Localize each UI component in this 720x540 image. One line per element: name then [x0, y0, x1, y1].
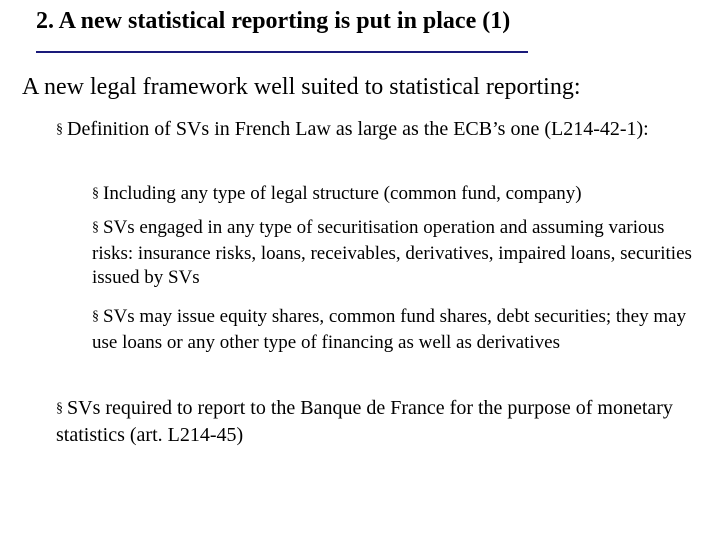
bullet-marker-icon: §	[92, 220, 99, 235]
sub-bullet-text: SVs engaged in any type of securitisation operation and assuming various risks: insurance risks, loans, receivables, derivatives, impaired loans, securities issued by SVs	[92, 217, 692, 288]
bullet-definition	[56, 117, 696, 144]
sub-bullet-text: SVs may issue equity shares, common fund shares, debt securities; they may use loans or any other type of financing as well as derivatives	[92, 306, 687, 353]
sub-bullet-securitisation	[92, 216, 702, 290]
bullet-marker-icon: §	[92, 309, 99, 324]
title-underline	[36, 51, 528, 53]
bullet-text: SVs required to report to the Banque de France for the purpose of monetary statistics (art. L214-45)	[56, 397, 673, 446]
slide-title: 2. A new statistical reporting is put in place (1)	[36, 8, 511, 34]
bullet-text: Definition of SVs in French Law as large as the ECB’s one (L214-42-1):	[67, 118, 649, 140]
bullet-marker-icon: §	[56, 401, 63, 416]
bullet-marker-icon: §	[56, 122, 63, 137]
bullet-reporting	[56, 396, 696, 447]
sub-bullet-text: Including any type of legal structure (common fund, company)	[103, 183, 582, 204]
bullet-marker-icon: §	[92, 186, 99, 201]
lead-text: A new legal framework well suited to statistical reporting:	[22, 74, 581, 100]
sub-bullet-legal-structure	[92, 182, 702, 208]
sub-bullet-financing	[92, 305, 702, 355]
